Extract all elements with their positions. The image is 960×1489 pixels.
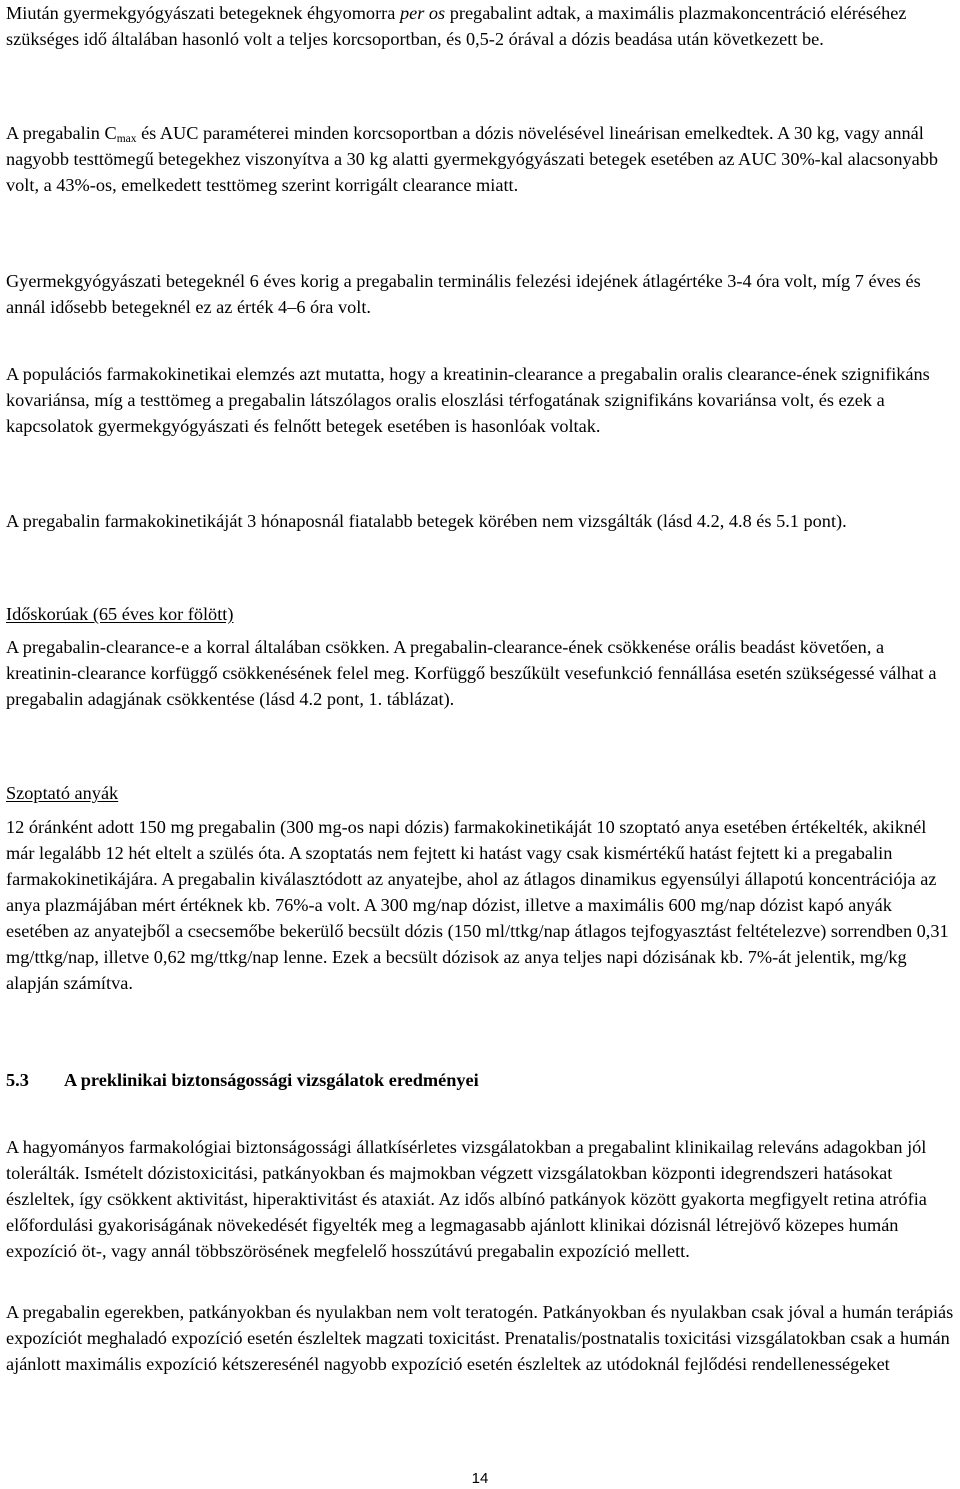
- emphasis-per-os: per os: [399, 3, 446, 23]
- paragraph-preclinical-safety: A hagyományos farmakológiai biztonságossági állatkísérletes vizsgálatokban a pregabalint klinikailag releváns adagokban jól tolerálták. Ismételt dózistoxicitási, patkányokban és majmokban végzett vizsgálatokban központi idegrendszeri hatásokat észleltek, így csökkent aktivitást, hiperaktivitást és ataxiát. Az idős albínó patkányok között gyakorta megfigyelt retina atrófia előfordulási gyakoriságának növekedését figyelték meg a legmagasabb ajánlott klinikai dózisnál létrejövő közepes humán expozíció öt-, vagy annál többszörösének megfelelő hosszútávú pregabalin expozíció mellett.: [6, 1137, 927, 1261]
- paragraph-teratogenicity: A pregabalin egerekben, patkányokban és nyulakban nem volt teratogén. Patkányokban és nyulakban csak jóval a humán terápiás expozíciót meghaladó expozíció esetén észleltek magzati toxicitást. Prenatalis/postnatalis toxicitási vizsgálatokban csak a humán ajánlott maximális expozíció kétszeresénél nagyobb expozíció esetén észleltek az utódoknál fejlődési rendellenességeket: [6, 1302, 954, 1374]
- paragraph-elderly: A pregabalin-clearance-e a korral általában csökken. A pregabalin-clearance-ének csökkenése orális beadást követően, a kreatinin-clearance korfüggő csökkenésének felel meg. Korfüggő beszűkült vesefunkció fennállása esetén szükségessé válhat a pregabalin adagjának csökkentése (lásd 4.2 pont, 1. táblázat).: [6, 637, 937, 709]
- paragraph-population-pk: A populációs farmakokinetikai elemzés azt mutatta, hogy a kreatinin-clearance a pregabalin oralis clearance-ének szignifikáns kovariánsa, míg a testtömeg a pregabalin látszólagos oralis eloszlási térfogatának szignifikáns kovariánsa volt, és ezek a kapcsolatok gyermekgyógyászati és felnőtt betegek esetében is hasonlóak voltak.: [6, 364, 930, 436]
- section-heading-5-3: [6, 1067, 954, 1093]
- paragraph-infants: A pregabalin farmakokinetikáját 3 hónaposnál fiatalabb betegek körében nem vizsgálták (lásd 4.2, 4.8 és 5.1 pont).: [6, 511, 847, 531]
- section-title: A preklinikai biztonságossági vizsgálatok eredményei: [64, 1070, 479, 1090]
- section-number: 5.3: [6, 1070, 29, 1090]
- paragraph-nursing-mothers: 12 óránként adott 150 mg pregabalin (300 mg-os napi dózis) farmakokinetikáját 10 szoptató anya esetében értékelték, akiknél már legalább 12 hét eltelt a szülés óta. A szoptatás nem fejtett ki hatást vagy csak kismértékű hatást fejtett ki a pregabalin farmakokinetikájára. A pregabalin kiválasztódott az anyatejbe, ahol az átlagos dinamikus egyensúlyi állapotú koncentrációja az anya plazmájában mért értéknek kb. 76%-a volt. A 300 mg/nap dózist, illetve a maximális 600 mg/nap dózist kapó anyák esetében az anyatejből a csecsemőbe bekerülő becsült dózis (150 ml/ttkg/nap átlagos tejfogyasztást feltételezve) sorrendben 0,31 mg/ttkg/nap, illetve 0,62 mg/ttkg/nap lenne. Ezek a becsült dózisok az anya teljes napi dózisának kb. 7%-át jelentik, mg/kg alapján számítva.: [6, 817, 949, 993]
- page-number: 14: [471, 1470, 489, 1487]
- paragraph-pediatric-absorption: Miután gyermekgyógyászati betegeknek éhgyomorra per os pregabalint adtak, a maximális plazmakoncentráció eléréséhez szükséges idő általában hasonló volt a teljes korcsoportban, és 0,5-2 órával a dózis beadása után következett be.: [6, 3, 907, 49]
- heading-elderly: Időskorúak (65 éves kor fölött): [6, 604, 234, 624]
- heading-nursing-mothers: Szoptató anyák: [6, 783, 119, 803]
- subscript-max: max: [116, 133, 137, 145]
- paragraph-cmax-auc: A pregabalin $C_{max}$ és AUC paraméterei minden korcsoportban a dózis növelésével lineárisan emelkedtek. A 30 kg, vagy annál nagyobb testtömegű betegekhez viszonyítva a 30 kg alatti gyermekgyógyászati betegek esetében az AUC 30%-kal alacsonyabb volt, a 43%-os, emelkedett testtömeg szerint korrigált clearance miatt.: [6, 123, 939, 195]
- paragraph-half-life: Gyermekgyógyászati betegeknél 6 éves korig a pregabalin terminális felezési idejének átlagértéke 3-4 óra volt, míg 7 éves és annál idősebb betegeknél ez az érték 4–6 óra volt.: [6, 271, 921, 317]
